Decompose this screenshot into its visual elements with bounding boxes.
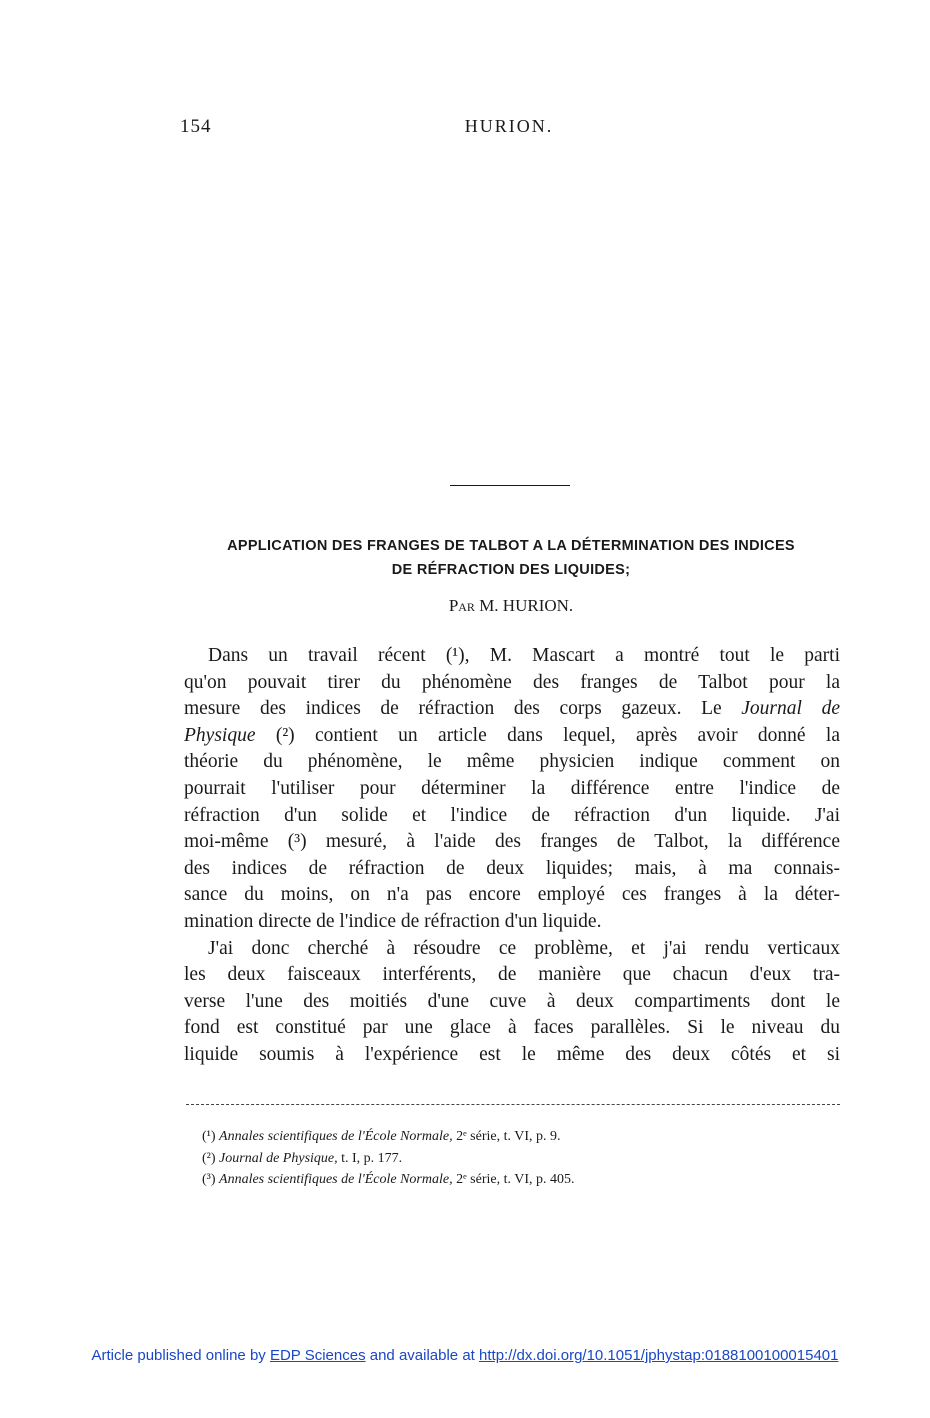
footnote-details: 2ᵉ série, t. VI, p. 405. <box>456 1172 575 1187</box>
separator-rule <box>450 485 570 486</box>
article-title-line-1: APPLICATION DES FRANGES DE TALBOT A LA DÉTERMINATION DES INDICES <box>227 538 795 554</box>
byline <box>180 596 842 616</box>
body-line: verse l'une des moitiés d'une cuve à deux compartiments dont le <box>184 990 840 1012</box>
body-line: liquide soumis à l'expérience est le même des deux côtés et si <box>184 1043 840 1065</box>
body-text <box>184 643 840 1069</box>
journal-title: Journal de <box>741 698 840 720</box>
publisher-middle: and available at <box>369 1347 475 1364</box>
body-line: Physique (²) contient un article dans lequel, après avoir donné la <box>184 724 840 746</box>
footnote <box>202 1148 575 1170</box>
footnote-marker: (³) <box>202 1172 216 1187</box>
body-line: réfraction d'un solide et l'indice de réfraction d'un liquide. J'ai <box>184 804 840 826</box>
footnotes <box>202 1126 575 1191</box>
body-line: J'ai donc cherché à résoudre ce problème, et j'ai rendu verticaux <box>208 937 840 959</box>
footnote-details: 2ᵉ série, t. VI, p. 9. <box>456 1129 561 1144</box>
journal-title: Physique <box>184 724 256 746</box>
body-line: pourrait l'utiliser pour déterminer la différence entre l'indice de <box>184 777 840 799</box>
body-line: qu'on pouvait tirer du phénomène des franges de Talbot pour la <box>184 671 840 693</box>
page-number: 154 <box>180 116 212 137</box>
body-line: des indices de réfraction de deux liquides; mais, à ma connais- <box>184 857 840 879</box>
body-line: les deux faisceaux interférents, de manière que chacun d'eux tra- <box>184 964 840 986</box>
byline-prefix: Par <box>448 596 475 615</box>
publisher-prefix: Article published online by <box>91 1347 266 1364</box>
footnote-source: Annales scientifiques de l'École Normale, <box>219 1172 453 1187</box>
body-line: mesure des indices de réfraction des corps gazeux. Le Journal de <box>184 698 840 720</box>
body-line: sance du moins, on n'a pas encore employé ces franges à la déter- <box>184 884 840 906</box>
body-line: théorie du phénomène, le même physicien indique comment on <box>184 751 840 773</box>
footnote-source: Annales scientifiques de l'École Normale, <box>219 1129 453 1144</box>
body-line: fond est constitué par une glace à faces parallèles. Si le niveau du <box>184 1017 840 1039</box>
footnote-rule <box>186 1104 840 1105</box>
article-title <box>180 534 842 582</box>
footnote-marker: (²) <box>202 1150 216 1166</box>
footnote <box>202 1126 575 1148</box>
running-head: HURION. <box>464 116 554 136</box>
footnote <box>202 1169 575 1191</box>
doi-link[interactable]: http://dx.doi.org/10.1051/jphystap:0188100100015401 <box>479 1347 839 1364</box>
footnote-source: Journal de Physique, <box>219 1150 338 1166</box>
body-line: mination directe de l'indice de réfraction d'un liquide. <box>184 910 602 932</box>
body-line: Dans un travail récent (¹), M. Mascart a montré tout le parti <box>208 645 840 666</box>
publisher-line <box>0 1347 930 1364</box>
footnote-marker: (¹) <box>202 1129 216 1144</box>
publisher-link[interactable]: EDP Sciences <box>269 1347 366 1364</box>
article-title-line-2: DE RÉFRACTION DES LIQUIDES; <box>391 562 631 578</box>
body-line: moi-même (³) mesuré, à l'aide des franges de Talbot, la différence <box>184 831 840 853</box>
byline-author: M. HURION. <box>479 596 574 615</box>
footnote-details: t. I, p. 177. <box>341 1150 403 1166</box>
